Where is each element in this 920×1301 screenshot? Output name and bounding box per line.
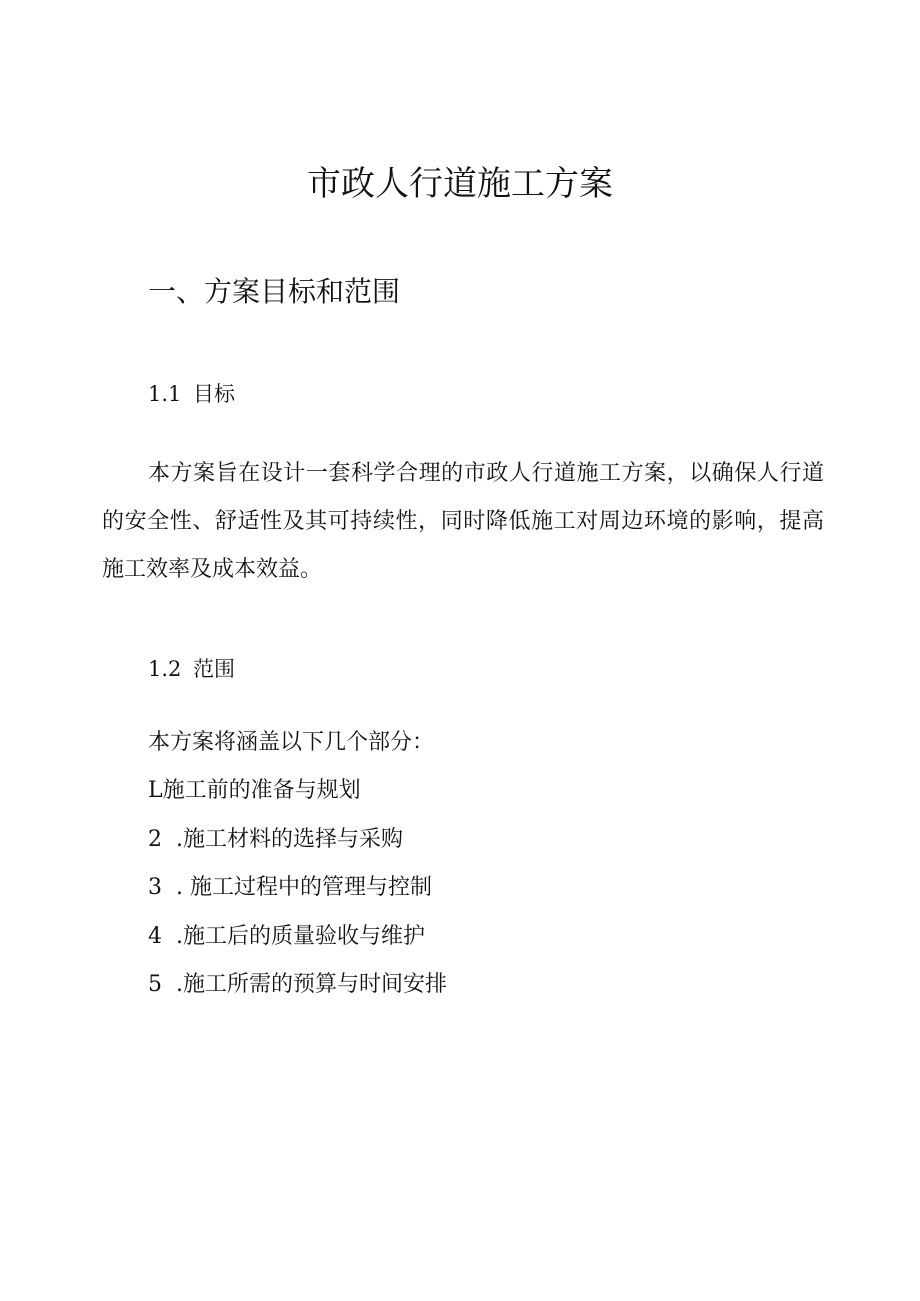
subheading-goal bbox=[148, 378, 235, 410]
section-heading-1: 一、方案目标和范围 bbox=[148, 275, 401, 308]
scope-list-item: 3 . 施工过程中的管理与控制 bbox=[148, 875, 432, 900]
subheading-goal-label: 目标 bbox=[193, 382, 235, 406]
document-title: 市政人行道施工方案 bbox=[307, 164, 613, 204]
subheading-scope-number: 1.2 bbox=[148, 657, 182, 681]
scope-list-item: 5 .施工所需的预算与时间安排 bbox=[148, 972, 447, 997]
scope-list-item: L施工前的准备与规划 bbox=[148, 778, 361, 803]
subheading-scope bbox=[148, 653, 235, 685]
scope-list-item: 2 .施工材料的选择与采购 bbox=[148, 826, 403, 852]
scope-intro: 本方案将涵盖以下几个部分： bbox=[148, 730, 435, 755]
scope-list-item: 4 .施工后的质量验收与维护 bbox=[148, 923, 425, 949]
subheading-goal-number: 1.1 bbox=[148, 382, 182, 406]
scope-list bbox=[148, 774, 447, 1017]
goal-paragraph: 本方案旨在设计一套科学合理的市政人行道施工方案，以确保人行道的安全性、舒适性及其可持续性，同时降低施工对周边环境的影响，提高施工效率及成本效益。 bbox=[102, 461, 824, 582]
subheading-scope-label: 范围 bbox=[193, 657, 235, 681]
